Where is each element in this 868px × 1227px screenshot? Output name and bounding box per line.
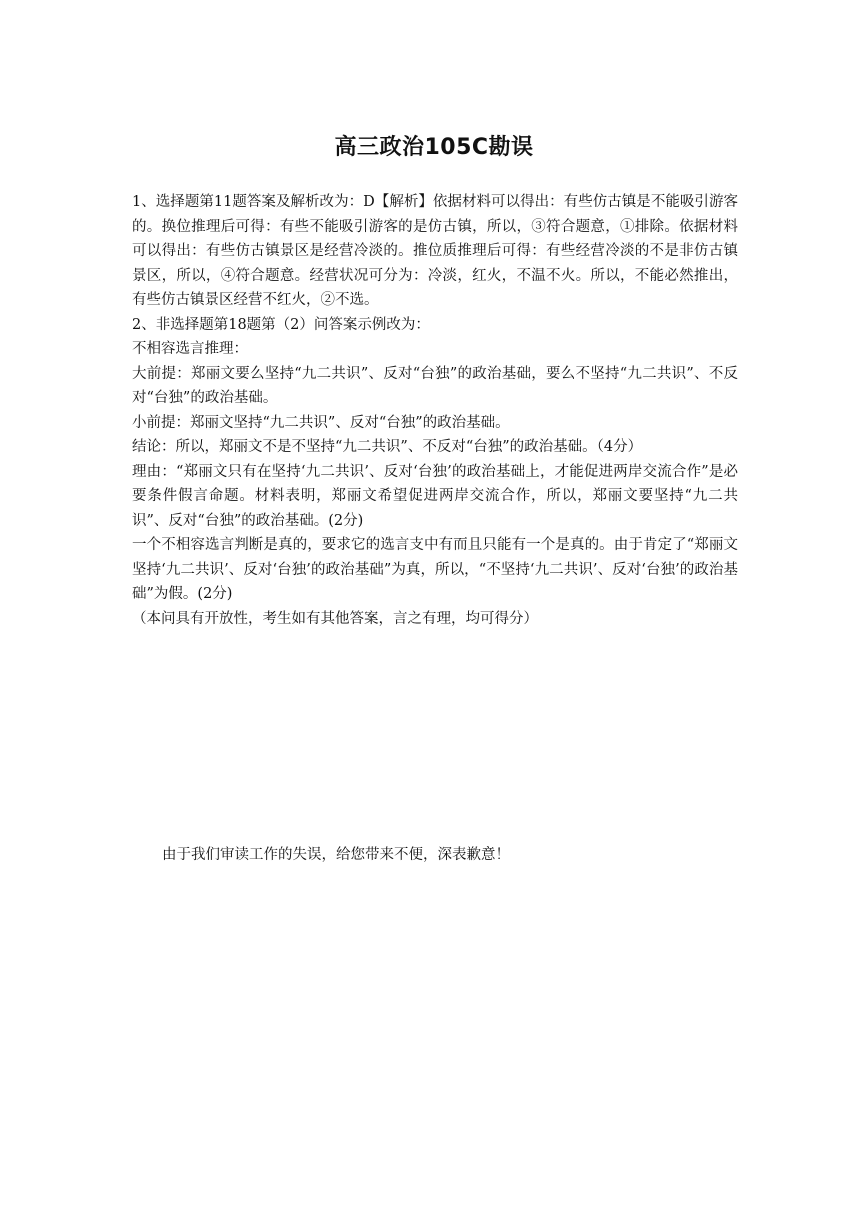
document-body — [132, 190, 738, 631]
apology-note: 由于我们审读工作的失误，给您带来不便，深表歉意！ — [162, 847, 510, 863]
document-title: 高三政治105C勘误 — [334, 135, 534, 160]
paragraph-minor-premise: 小前提：郑丽文坚持“九二共识”、反对“台独”的政治基础。 — [132, 414, 510, 431]
paragraph-question-11: 1、选择题第11题答案及解析改为：D【解析】依据材料可以得出：有些仿古镇是不能吸引游客的。换位推理后可得：有些不能吸引游客的是仿古镇，所以，③符合题意，①排除。依据材料可以得出：有些仿古镇景区是经营冷淡的。推位质推理后可得：有些经营冷淡的不是非仿古镇景区，所以，④符合题意。经营状况可分为：冷淡，红火，不温不火。所以，不能必然推出，有些仿古镇景区经营不红火，②不选。 — [132, 194, 738, 308]
paragraph-conclusion: 结论：所以，郑丽文不是不坚持“九二共识”、不反对“台独”的政治基础。（4分） — [132, 439, 643, 455]
paragraph-reasoning-type: 不相容选言推理： — [132, 341, 248, 357]
paragraph-open-note: （本问具有开放性，考生如有其他答案，言之有理，均可得分） — [132, 610, 538, 627]
paragraph-question-18-heading: 2、非选择题第18题第（2）问答案示例改为： — [132, 316, 430, 333]
paragraph-explanation: 一个不相容选言判断是真的，要求它的选言支中有而且只能有一个是真的。由于肯定了“郑丽文坚持‘九二共识’、反对‘台独’的政治基础”为真，所以，“不坚持‘九二共识’、反对‘台独’的政治基础”为假。(2分) — [132, 537, 738, 602]
paragraph-reason: 理由：“郑丽文只有在坚持‘九二共识’、反对‘台独’的政治基础上，才能促进两岸交流合作”是必要条件假言命题。材料表明，郑丽文希望促进两岸交流合作，所以，郑丽文要坚持“九二共识”、反对“台独”的政治基础。(2分) — [132, 463, 738, 529]
paragraph-major-premise: 大前提：郑丽文要么坚持“九二共识”、反对“台独”的政治基础，要么不坚持“九二共识”、不反对“台独”的政治基础。 — [132, 365, 738, 406]
